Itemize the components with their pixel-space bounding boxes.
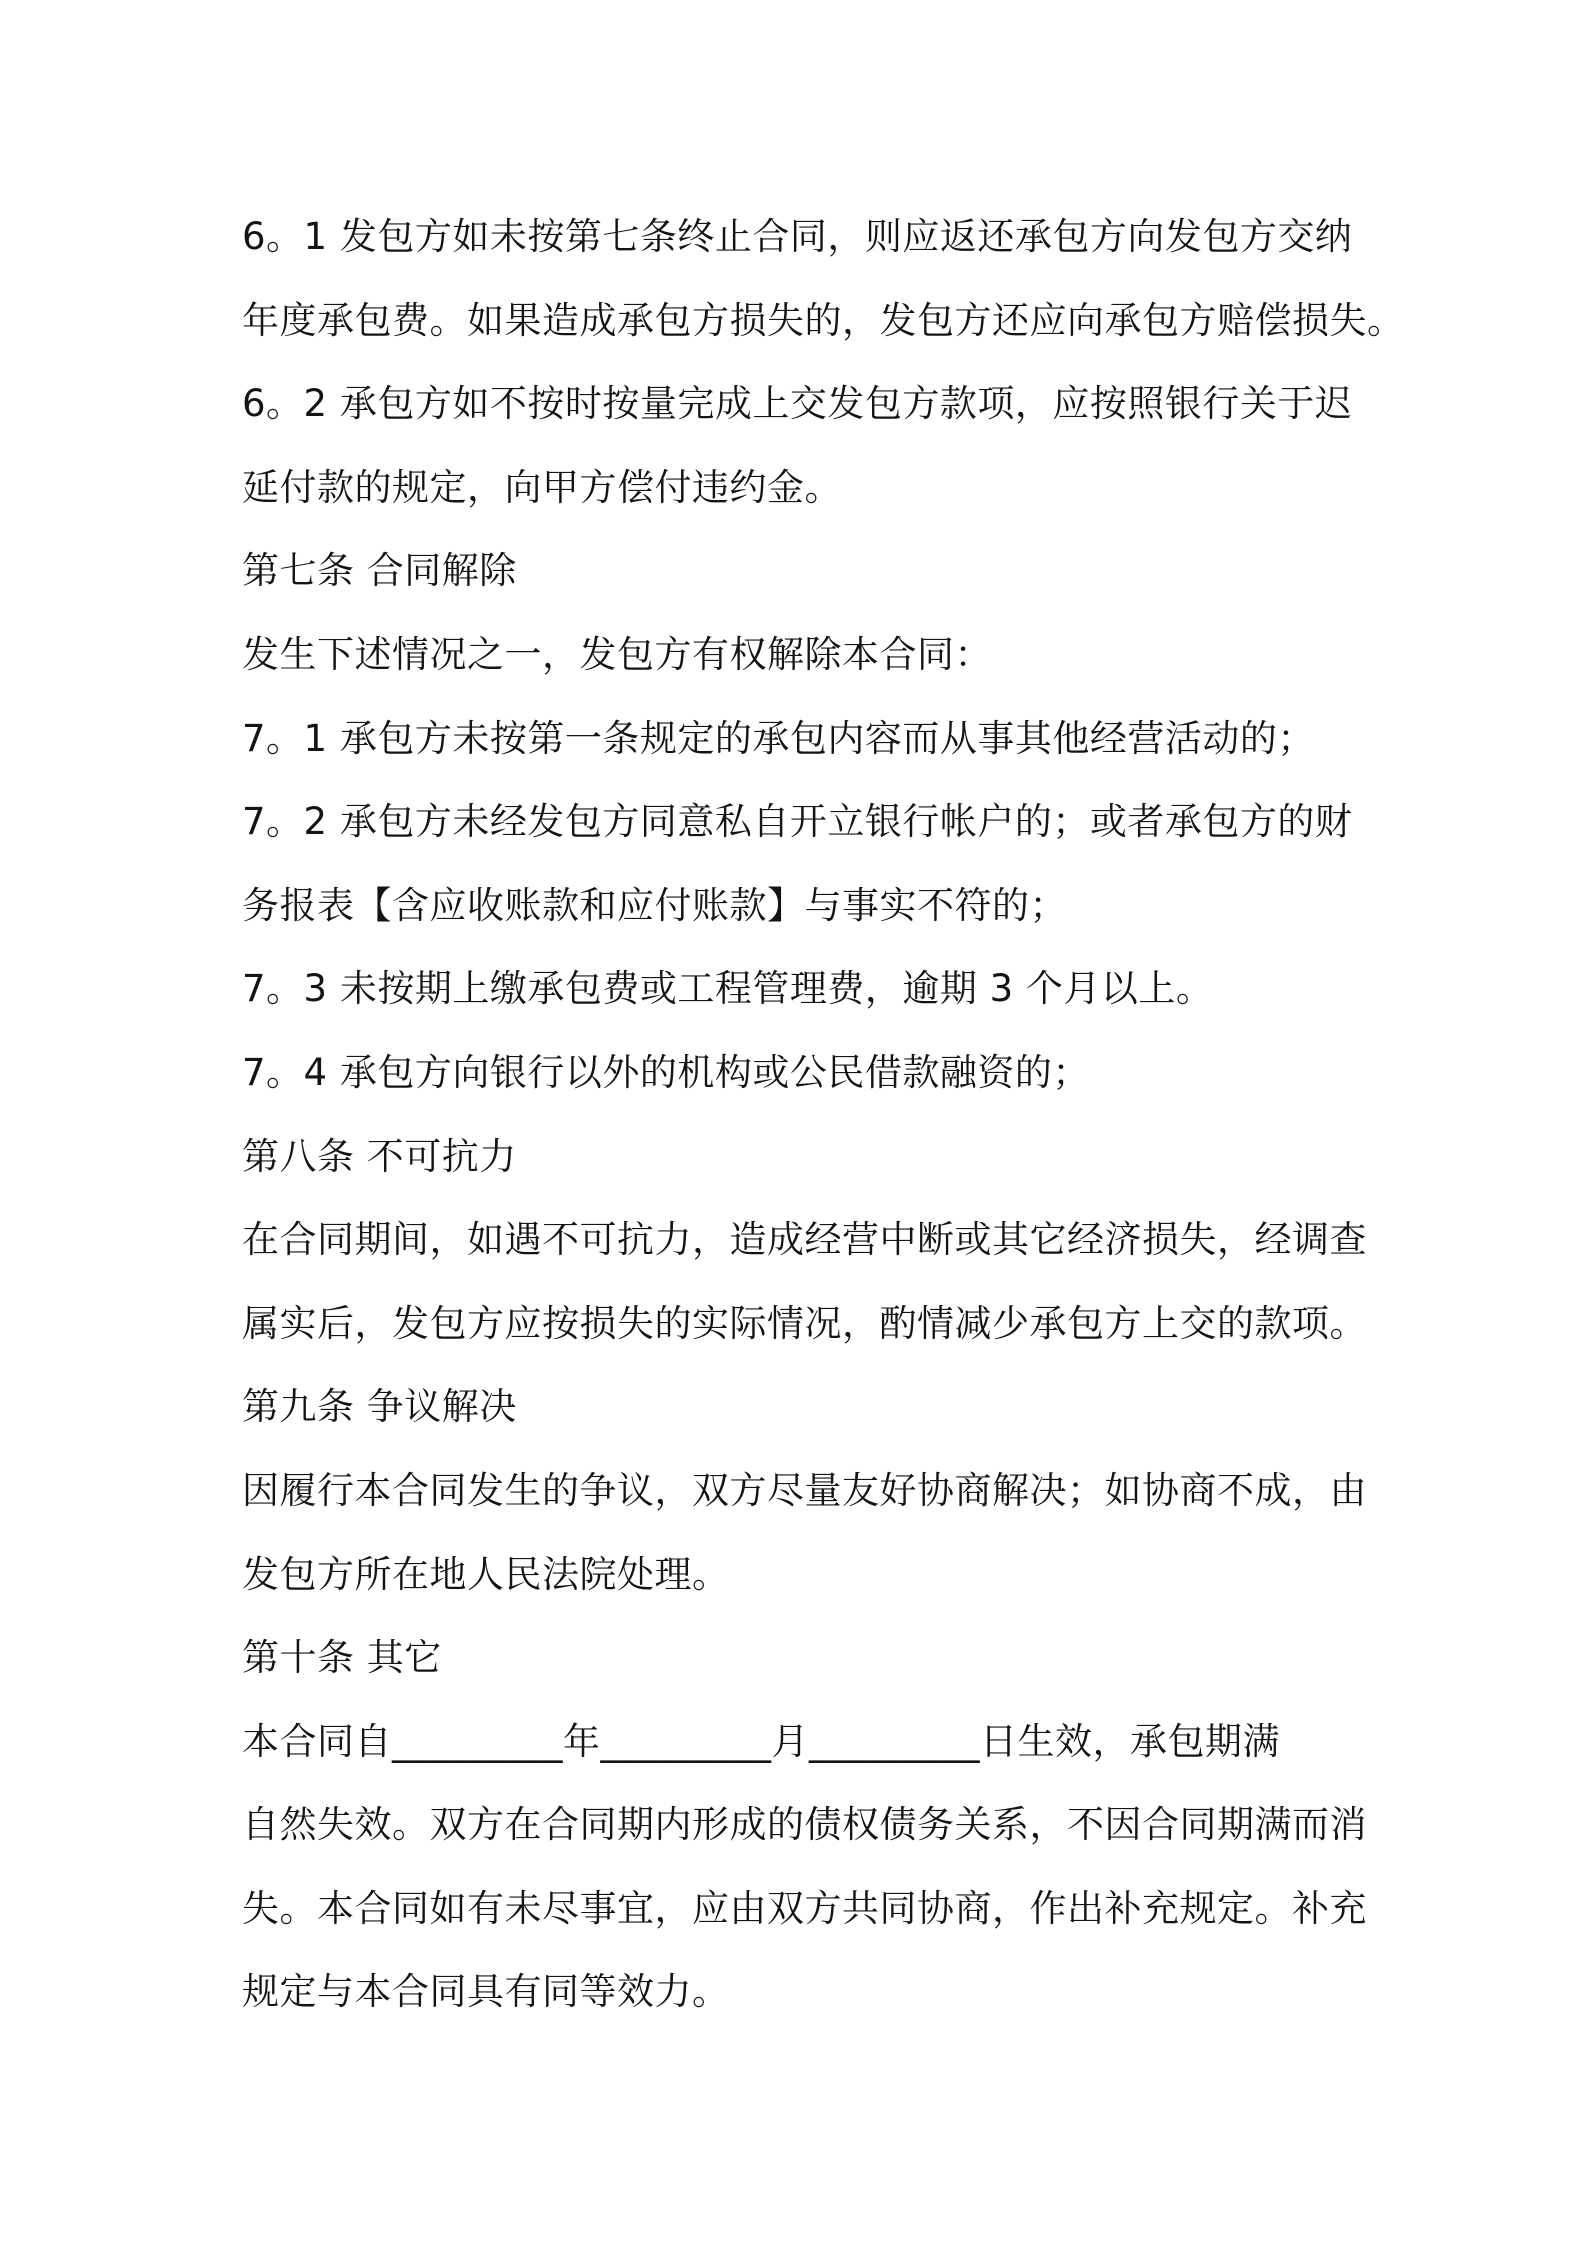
text-line: 自然失效。双方在合同期内形成的债权债务关系，不因合同期满而消 [242, 1803, 1367, 1847]
text-line: 本合同自_________年_________月_________日生效，承包期满 [242, 1719, 1280, 1763]
text-line: 务报表【含应收账款和应付账款】与事实不符的； [242, 883, 1067, 927]
text-line: 7。1 承包方未按第一条规定的承包内容而从事其他经营活动的； [242, 716, 1315, 760]
text-line: 发包方所在地人民法院处理。 [242, 1552, 730, 1596]
text-line: 6。2 承包方如不按时按量完成上交发包方款项，应按照银行关于迟 [242, 382, 1353, 426]
text-line: 延付款的规定，向甲方偿付违约金。 [242, 465, 842, 509]
text-line: 规定与本合同具有同等效力。 [242, 1970, 730, 2014]
section-heading: 第七条 合同解除 [242, 549, 517, 593]
text-line: 7。2 承包方未经发包方同意私自开立银行帐户的；或者承包方的财 [242, 800, 1353, 844]
document-page [242, 195, 1405, 2034]
text-line: 7。3 未按期上缴承包费或工程管理费，逾期 3 个月以上。 [242, 967, 1214, 1011]
section-heading: 第九条 争议解决 [242, 1385, 517, 1429]
text-line: 因履行本合同发生的争议，双方尽量友好协商解决；如协商不成，由 [242, 1468, 1367, 1512]
text-line: 属实后，发包方应按损失的实际情况，酌情减少承包方上交的款项。 [242, 1301, 1367, 1345]
text-line: 6。1 发包方如未按第七条终止合同，则应返还承包方向发包方交纳 [242, 215, 1353, 258]
section-heading: 第十条 其它 [242, 1636, 442, 1680]
text-line: 失。本合同如有未尽事宜，应由双方共同协商，作出补充规定。补充 [242, 1886, 1367, 1930]
text-line: 发生下述情况之一，发包方有权解除本合同： [242, 632, 992, 676]
text-line: 年度承包费。如果造成承包方损失的，发包方还应向承包方赔偿损失。 [242, 298, 1405, 342]
text-line: 7。4 承包方向银行以外的机构或公民借款融资的； [242, 1050, 1090, 1094]
section-heading: 第八条 不可抗力 [242, 1134, 517, 1178]
text-line: 在合同期间，如遇不可抗力，造成经营中断或其它经济损失，经调查 [242, 1218, 1367, 1262]
